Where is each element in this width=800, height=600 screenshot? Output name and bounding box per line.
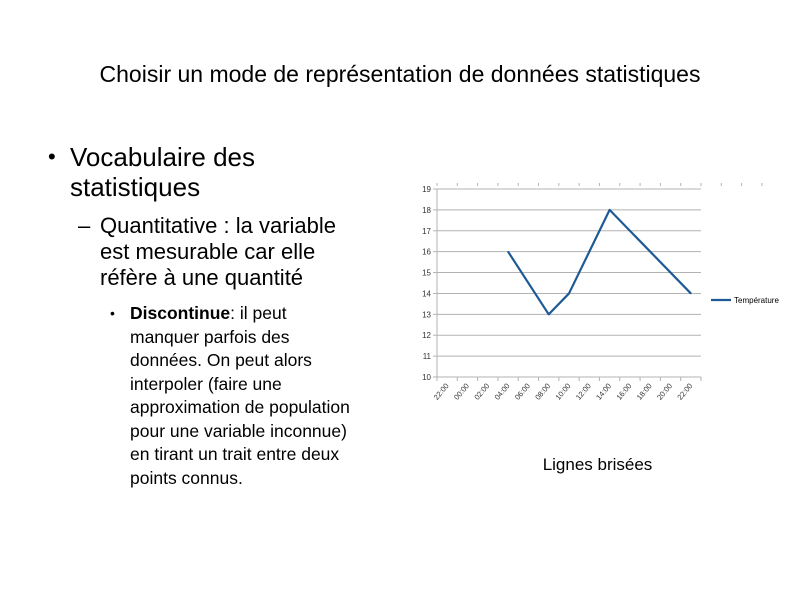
y-tick-label: 13	[422, 310, 431, 320]
x-tick-label: 06:00	[512, 381, 532, 402]
x-tick-label: 20:00	[655, 381, 675, 402]
bullet-3-rest: : il peut manquer parfois des données. On peut alors interpoler (faire une approximation de population pour une variable inconnue) en tirant un trait entre deux points connus.	[130, 303, 350, 488]
y-tick-label: 11	[422, 352, 431, 362]
x-tick-label: 18:00	[634, 381, 654, 402]
bullet-3-strong: Discontinue	[130, 303, 231, 323]
x-tick-label: 12:00	[573, 381, 593, 402]
y-tick-label: 15	[422, 268, 431, 278]
y-tick-label: 19	[422, 185, 431, 194]
x-tick-label: 22:00	[431, 381, 451, 402]
data-point	[548, 314, 550, 316]
y-tick-label: 18	[422, 205, 431, 215]
x-tick-label: 00:00	[452, 381, 471, 402]
chart-caption: Lignes brisées	[542, 455, 653, 474]
bullet-dot-small: •	[110, 305, 115, 321]
temperature-line-chart	[385, 178, 790, 418]
data-point	[690, 293, 692, 295]
y-tick-label: 12	[422, 331, 431, 341]
series-line	[508, 210, 691, 314]
data-point	[609, 209, 611, 211]
bullet-level-1	[48, 142, 348, 202]
x-tick-label: 16:00	[614, 381, 634, 402]
y-tick-label: 17	[422, 226, 431, 236]
x-tick-label: 22:00	[675, 381, 695, 402]
bullet-level-2	[78, 213, 368, 291]
bullet-dot: •	[48, 144, 56, 169]
bullet-1-text: Vocabulaire des statistiques	[70, 142, 256, 202]
bullet-2-text: Quantitative : la variable est mesurable car elle réfère à une quantité	[100, 213, 337, 290]
legend-label: Température	[734, 296, 779, 305]
x-tick-label: 14:00	[594, 381, 614, 402]
data-point	[507, 251, 509, 253]
x-tick-label: 10:00	[553, 381, 573, 402]
bullet-3-text	[130, 302, 360, 490]
y-tick-label: 14	[422, 289, 431, 299]
x-tick-label: 08:00	[533, 381, 553, 402]
bullet-level-3	[110, 302, 360, 490]
data-point	[568, 293, 570, 295]
bullet-dash: –	[78, 213, 91, 238]
y-tick-label: 16	[422, 247, 431, 257]
x-tick-label: 02:00	[472, 381, 492, 402]
slide-title: Choisir un mode de représentation de données statistiques	[99, 61, 701, 87]
x-tick-label: 04:00	[492, 381, 512, 402]
y-tick-label: 10	[422, 373, 431, 382]
